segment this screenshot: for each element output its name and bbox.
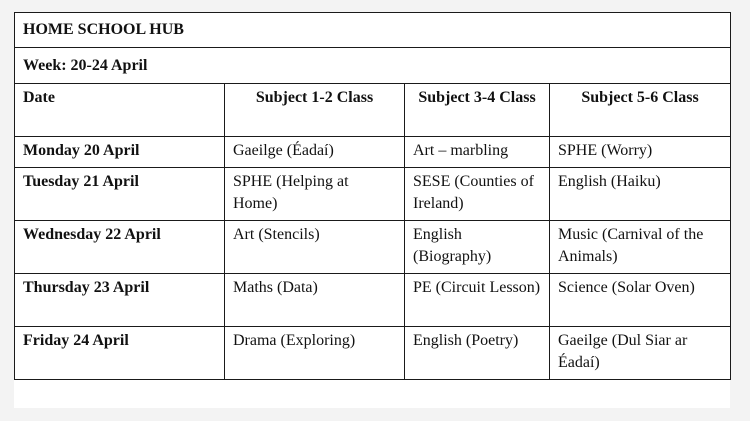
- table-row: [15, 327, 731, 380]
- row-subject-3-4: Art – marbling: [405, 137, 550, 168]
- row-subject-1-2: SPHE (Helping at Home): [225, 168, 405, 221]
- row-subject-5-6: Gaeilge (Dul Siar ar Éadaí): [550, 327, 731, 380]
- row-subject-5-6: SPHE (Worry): [550, 137, 731, 168]
- row-subject-1-2: Art (Stencils): [225, 221, 405, 274]
- row-subject-1-2: Drama (Exploring): [225, 327, 405, 380]
- row-date: Thursday 23 April: [15, 274, 225, 327]
- row-subject-5-6: Music (Carnival of the Animals): [550, 221, 731, 274]
- table-row: [15, 221, 731, 274]
- header-subject-5-6: Subject 5-6 Class: [550, 84, 731, 137]
- header-subject-1-2: Subject 1-2 Class: [225, 84, 405, 137]
- timetable-table: [14, 12, 731, 380]
- row-subject-5-6: English (Haiku): [550, 168, 731, 221]
- header-row: [15, 84, 731, 137]
- row-date: Wednesday 22 April: [15, 221, 225, 274]
- header-date: Date: [15, 84, 225, 137]
- row-subject-3-4: PE (Circuit Lesson): [405, 274, 550, 327]
- row-date: Friday 24 April: [15, 327, 225, 380]
- row-subject-1-2: Gaeilge (Éadaí): [225, 137, 405, 168]
- header-subject-3-4: Subject 3-4 Class: [405, 84, 550, 137]
- table-row: [15, 137, 731, 168]
- table-row: [15, 168, 731, 221]
- week-label: Week: 20-24 April: [15, 48, 731, 84]
- row-date: Tuesday 21 April: [15, 168, 225, 221]
- table-row: [15, 274, 731, 327]
- row-subject-5-6: Science (Solar Oven): [550, 274, 731, 327]
- row-date: Monday 20 April: [15, 137, 225, 168]
- row-subject-1-2: Maths (Data): [225, 274, 405, 327]
- row-subject-3-4: English (Biography): [405, 221, 550, 274]
- row-subject-3-4: English (Poetry): [405, 327, 550, 380]
- timetable-sheet: [14, 12, 730, 408]
- row-subject-3-4: SESE (Counties of Ireland): [405, 168, 550, 221]
- table-title: HOME SCHOOL HUB: [15, 13, 731, 48]
